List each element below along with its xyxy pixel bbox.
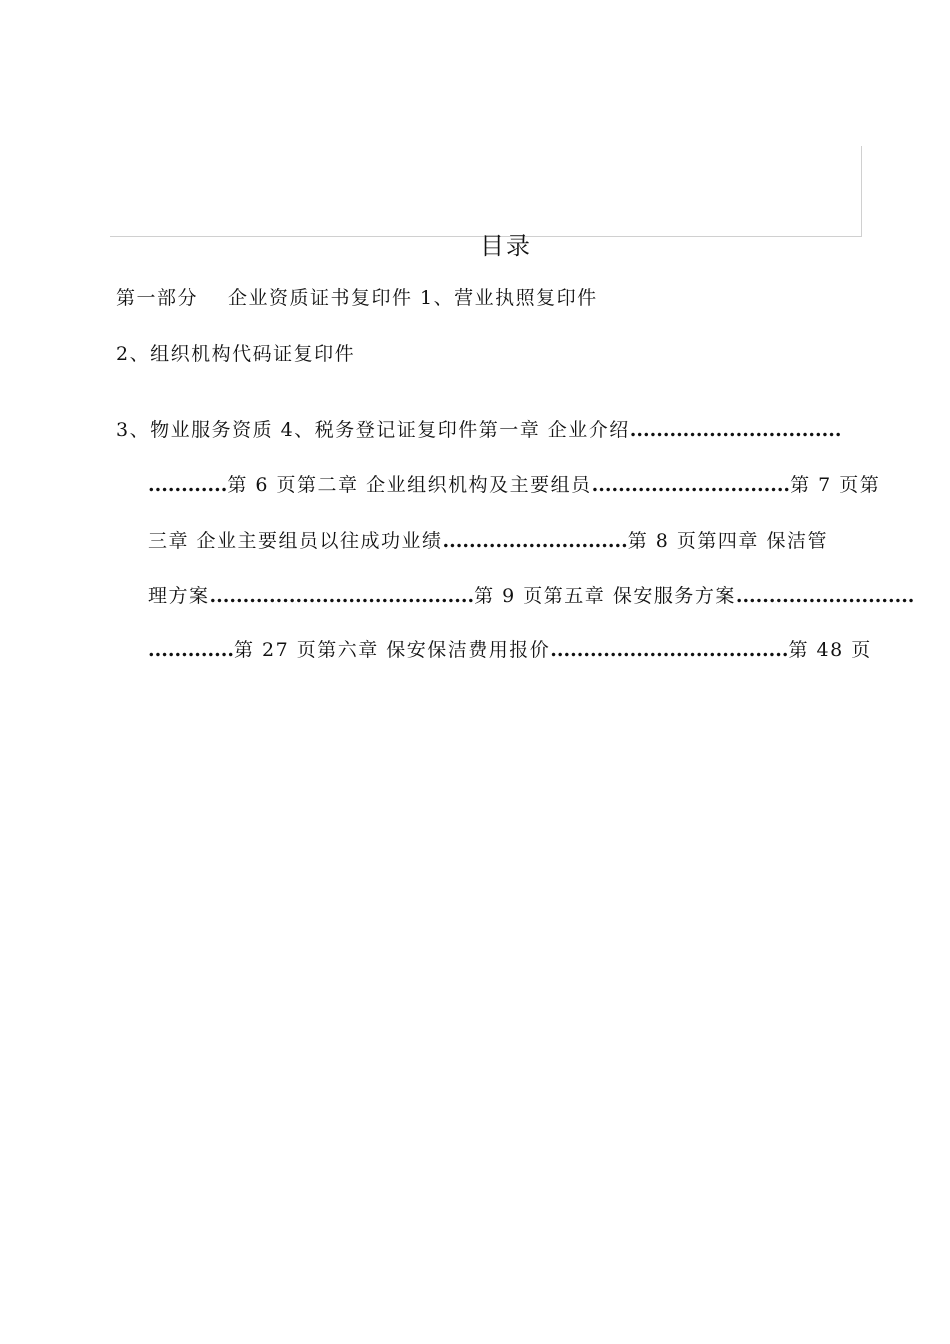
toc-leader-dots: ............ <box>148 474 228 496</box>
toc-leader-dots: ............. <box>148 639 234 661</box>
toc-line-7 <box>148 639 872 661</box>
toc-leader-dots: ............................ <box>442 530 628 552</box>
toc-line-5-text-a: 三章 企业主要组员以往成功业绩 <box>148 530 443 552</box>
toc-line-2: 2、组织机构代码证复印件 <box>116 343 356 365</box>
toc-line-7-text-b: 第 48 页 <box>788 639 872 661</box>
toc-part-label: 第一部分 <box>116 287 199 309</box>
toc-leader-dots: ........................... <box>735 585 915 607</box>
toc-line-3 <box>116 421 846 440</box>
header-corner-line <box>861 146 862 237</box>
toc-line-7-text-a: 第 27 页第六章 保安保洁费用报价 <box>234 639 551 661</box>
toc-leader-dots: .................................... <box>550 639 789 661</box>
toc-line-4-text-b: 第 7 页第 <box>790 474 881 496</box>
toc-line-4 <box>148 474 881 496</box>
toc-line-1-text: 企业资质证书复印件 1、营业执照复印件 <box>228 287 598 309</box>
toc-leader-dots: ........................................ <box>209 585 475 607</box>
toc-line-5-text-b: 第 8 页第四章 保洁管 <box>627 530 828 552</box>
toc-line-5 <box>148 532 848 551</box>
toc-line-6-text-b: 第 9 页第五章 保安服务方案 <box>474 585 736 607</box>
toc-title: 目录 <box>480 232 532 260</box>
toc-line-4-text-a: 第 6 页第二章 企业组织机构及主要组员 <box>227 474 592 496</box>
toc-line-1 <box>116 289 598 308</box>
toc-line-3-text: 3、物业服务资质 4、税务登记证复印件第一章 企业介绍 <box>116 419 630 441</box>
toc-leader-dots: .............................. <box>591 474 791 496</box>
toc-line-6-text-a: 理方案 <box>148 585 210 607</box>
toc-line-6 <box>148 585 915 607</box>
toc-leader-dots: ................................ <box>629 419 842 441</box>
